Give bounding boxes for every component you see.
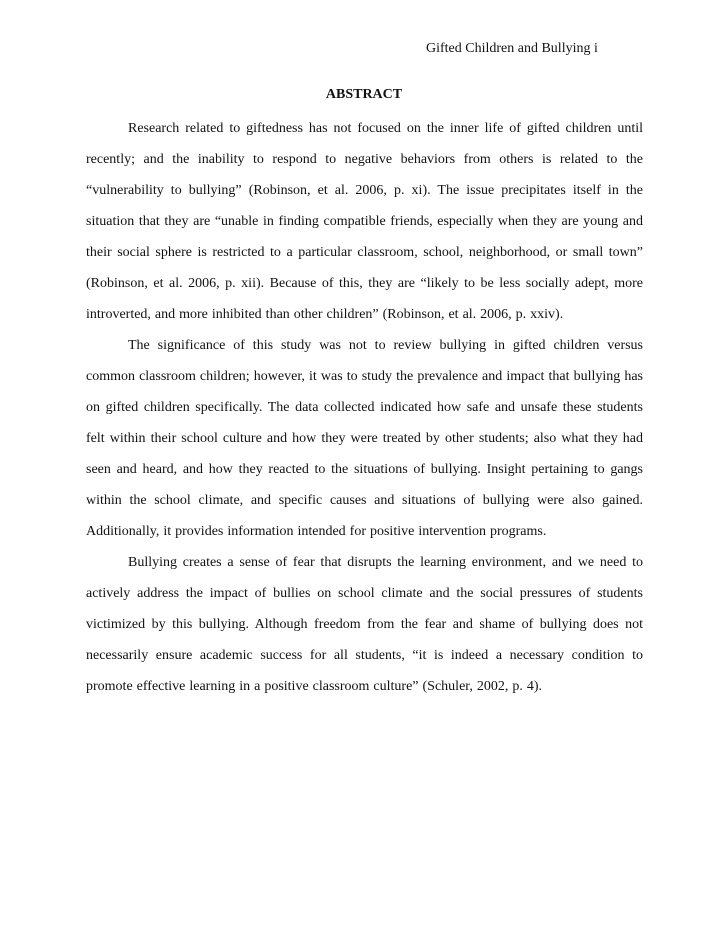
abstract-body <box>86 113 643 702</box>
abstract-paragraph: Bullying creates a sense of fear that disrupts the learning environment, and we need to actively address the impact of bullies on school climate and the social pressures of students victimized by this bullying. Although freedom from the fear and shame of bullying does not necessarily ensure academic success for all students, “it is indeed a necessary condition to promote effective learning in a positive classroom culture” (Schuler, 2002, p. 4). <box>86 555 643 694</box>
abstract-paragraph: The significance of this study was not to review bullying in gifted children versus common classroom children; however, it was to study the prevalence and impact that bullying has on gifted children specifically. The data collected indicated how safe and unsafe these students felt within their school culture and how they were treated by other students; also what they had seen and heard, and how they reacted to the situations of bullying. Insight pertaining to gangs within the school climate, and specific causes and situations of bullying were also gained. Additionally, it provides information intended for positive intervention programs. <box>86 338 643 539</box>
running-head: Gifted Children and Bullying i <box>426 41 598 56</box>
abstract-paragraph: Research related to giftedness has not focused on the inner life of gifted children until recently; and the inability to respond to negative behaviors from others is related to the “vulnerability to bullying” (Robinson, et al. 2006, p. xi). The issue precipitates itself in the situation that they are “unable in finding compatible friends, especially when they are young and their social sphere is restricted to a particular classroom, school, neighborhood, or small town” (Robinson, et al. 2006, p. xii). Because of this, they are “likely to be less socially adept, more introverted, and more inhibited than other children” (Robinson, et al. 2006, p. xxiv). <box>86 121 643 322</box>
abstract-title: ABSTRACT <box>325 87 403 102</box>
